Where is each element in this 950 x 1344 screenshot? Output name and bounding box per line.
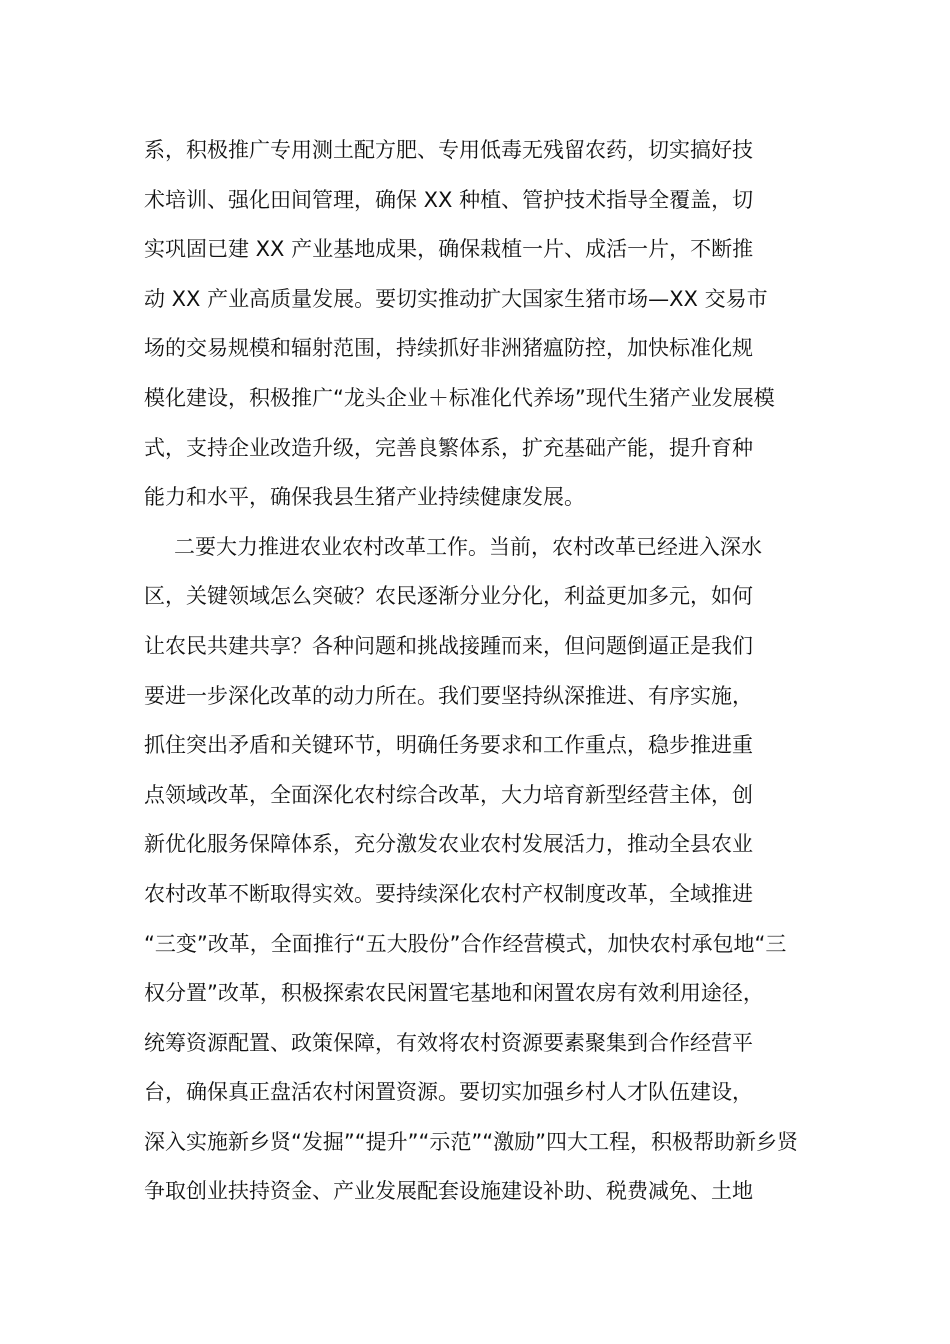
- body-text: [144, 126, 809, 1217]
- text-line: 术培训、强化田间管理，确保 XX 种植、管护技术指导全覆盖，切: [144, 187, 754, 212]
- text-line: 让农民共建共享？各种问题和挑战接踵而来，但问题倒逼正是我们: [144, 633, 753, 658]
- text-line: 实巩固已建 XX 产业基地成果，确保栽植一片、成活一片，不断推: [144, 237, 754, 262]
- paragraph-start-line: 二要大力推进农业农村改革工作。当前，农村改革已经进入深水: [174, 534, 762, 559]
- text-line: 抓住突出矛盾和关键环节，明确任务要求和工作重点，稳步推进重: [144, 733, 753, 758]
- text-line: 农村改革不断取得实效。要持续深化农村产权制度改革，全域推进: [144, 881, 753, 906]
- text-line: 区，关键领域怎么突破？农民逐渐分业分化，利益更加多元，如何: [144, 584, 753, 609]
- text-line: 争取创业扶持资金、产业发展配套设施建设补助、税费减免、土地: [144, 1179, 753, 1204]
- text-line: 式，支持企业改造升级，完善良繁体系，扩充基础产能，提升育种: [144, 435, 753, 460]
- text-line: 深入实施新乡贤“发掘”“提升”“示范”“激励”四大工程，积极帮助新乡贤: [144, 1129, 799, 1154]
- text-line: 动 XX 产业高质量发展。要切实推动扩大国家生猪市场—XX 交易市: [144, 286, 768, 311]
- text-line: 能力和水平，确保我县生猪产业持续健康发展。: [144, 485, 585, 510]
- text-line: 模化建设，积极推广“龙头企业＋标准化代养场”现代生猪产业发展模: [144, 385, 775, 410]
- text-line: “三变”改革，全面推行“五大股份”合作经营模式，加快农村承包地“三: [144, 931, 787, 956]
- text-line: 统筹资源配置、政策保障，有效将农村资源要素聚集到合作经营平: [144, 1030, 753, 1055]
- text-line: 系，积极推广专用测土配方肥、专用低毒无残留农药，切实搞好技: [144, 138, 753, 162]
- text-line: 权分置”改革，积极探索农民闲置宅基地和闲置农房有效利用途径，: [144, 981, 764, 1006]
- text-line: 台，确保真正盘活农村闲置资源。要切实加强乡村人才队伍建设，: [144, 1080, 753, 1105]
- text-line: 要进一步深化改革的动力所在。我们要坚持纵深推进、有序实施，: [144, 683, 753, 708]
- text-line: 点领域改革，全面深化农村综合改革，大力培育新型经营主体，创: [144, 782, 753, 807]
- text-line: 场的交易规模和辐射范围，持续抓好非洲猪瘟防控，加快标准化规: [144, 336, 753, 361]
- text-line: 新优化服务保障体系，充分激发农业农村发展活力，推动全县农业: [144, 832, 753, 857]
